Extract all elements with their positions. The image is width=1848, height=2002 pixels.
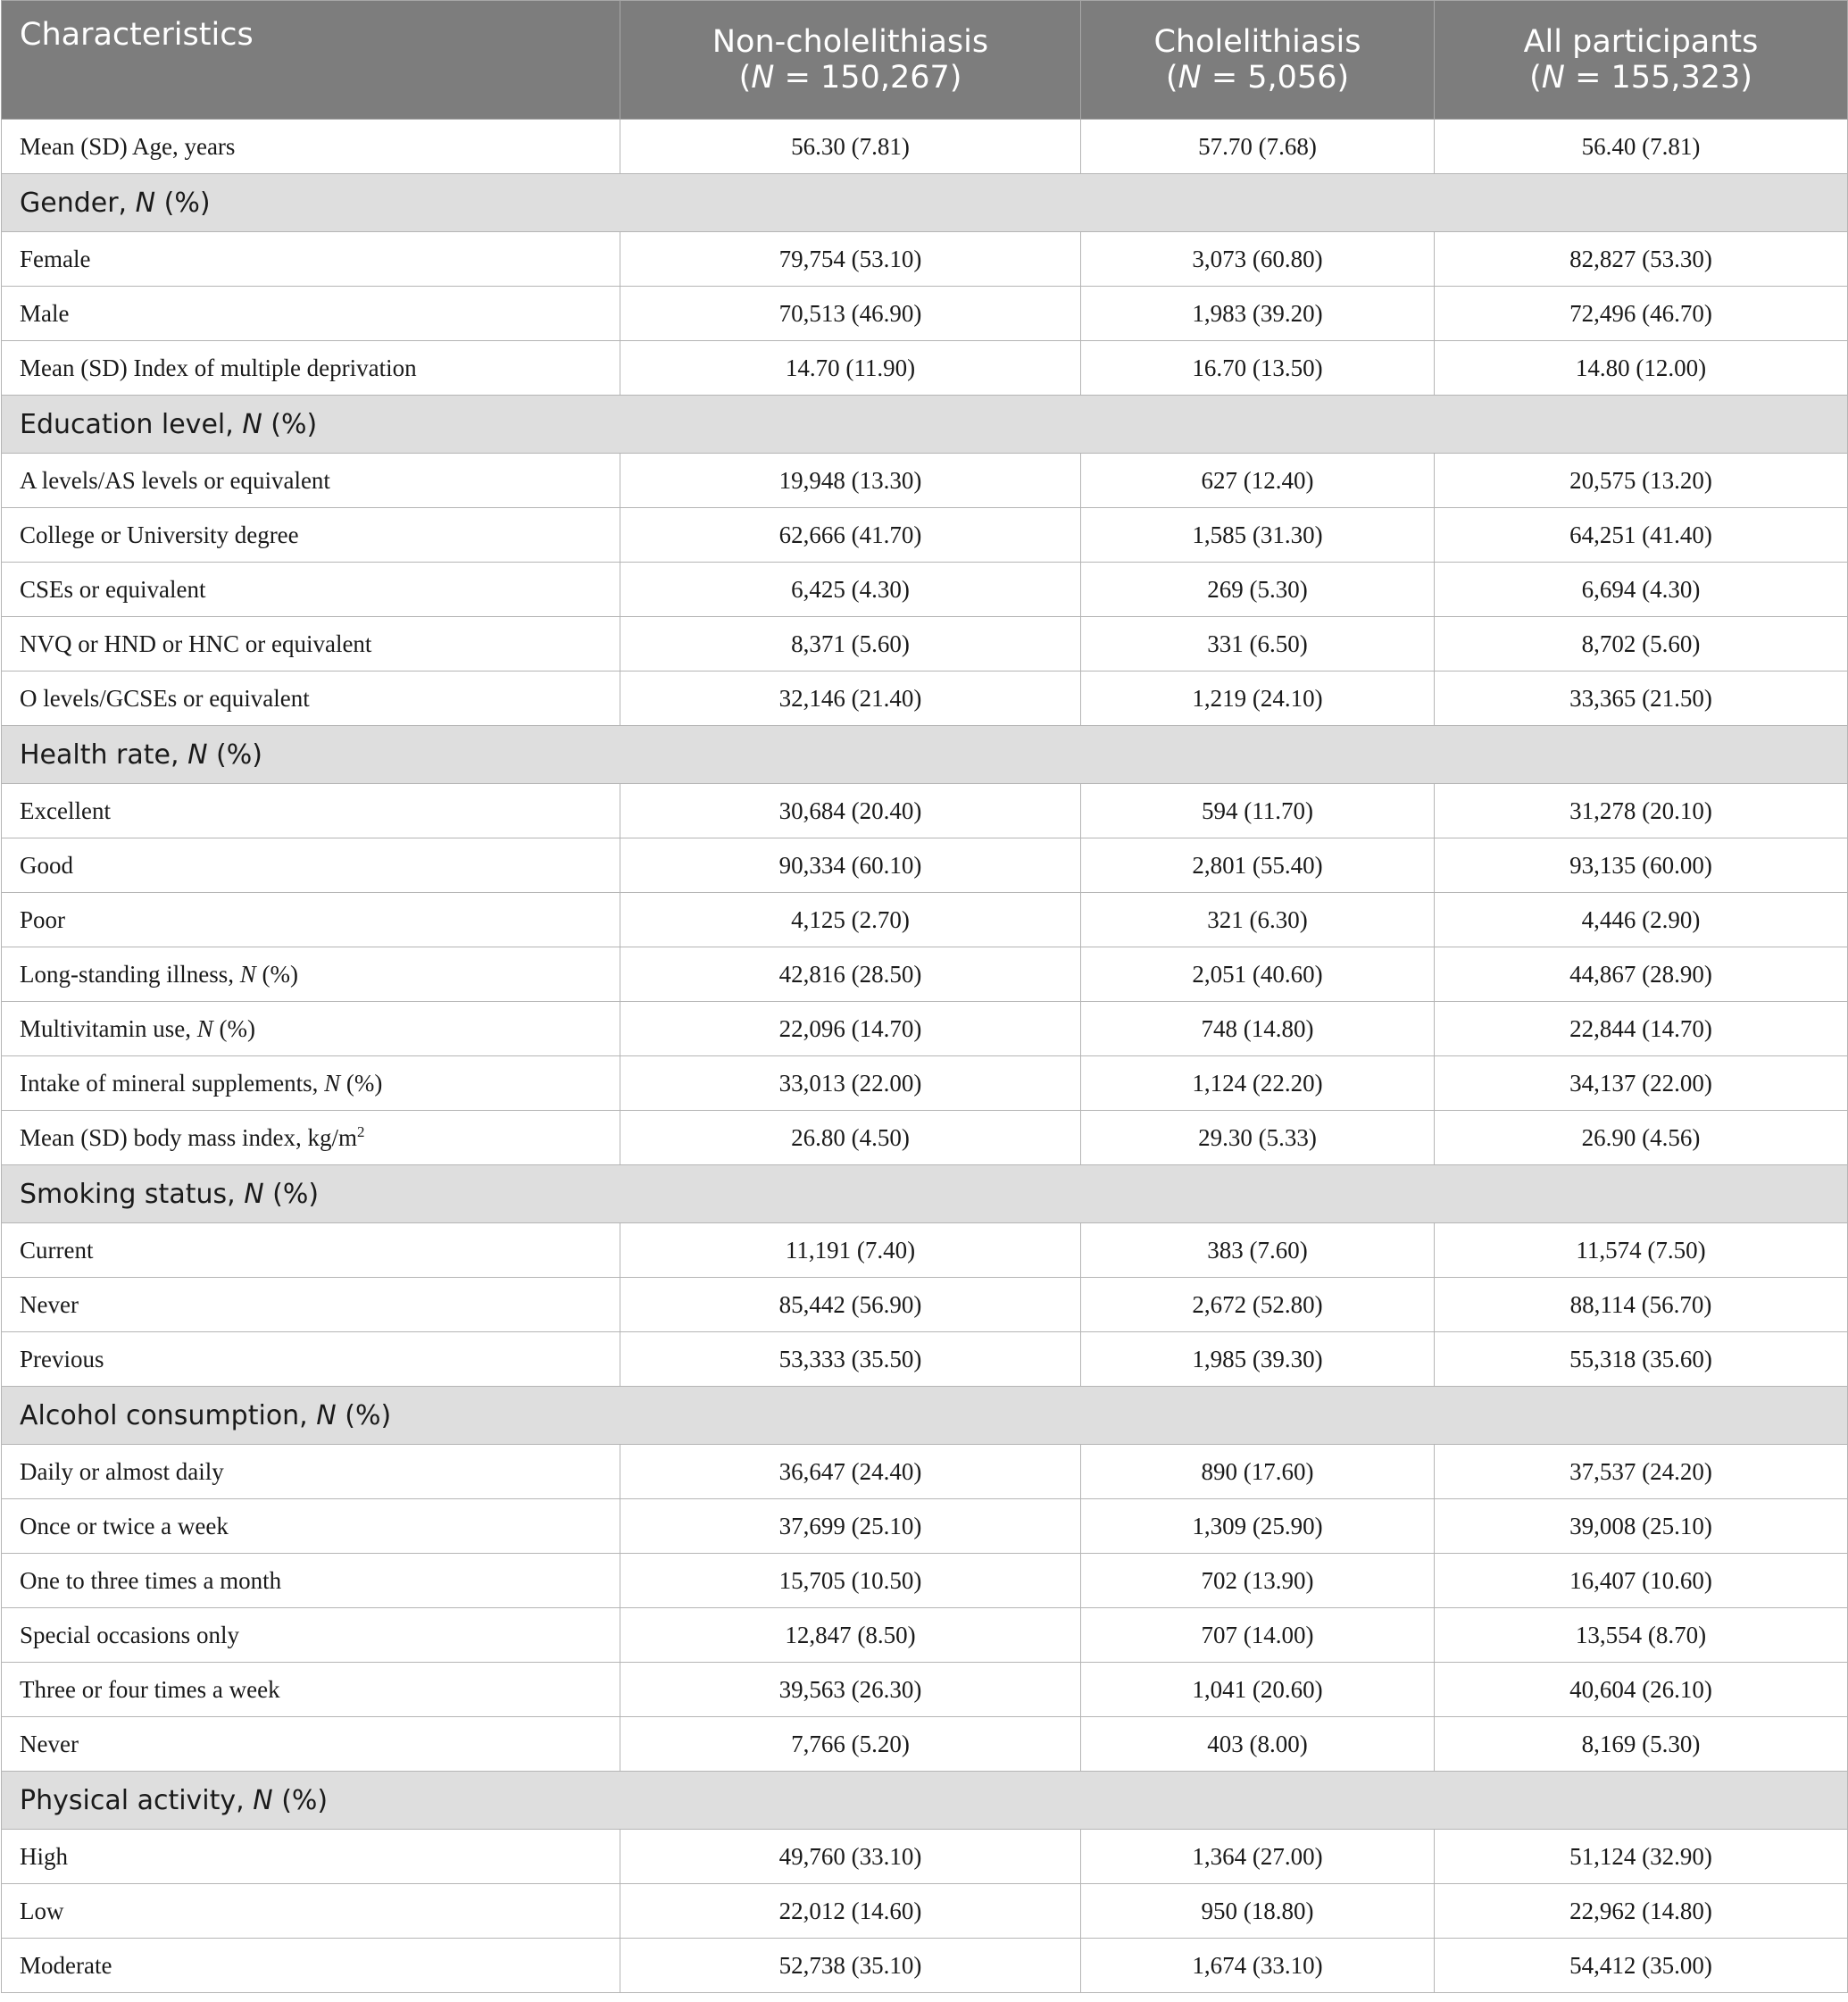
cholelithiasis-value: 269 (5.30)	[1081, 563, 1435, 617]
section-label: Alcohol consumption, N (%)	[2, 1387, 1848, 1445]
header-label: Characteristics	[20, 17, 254, 53]
row-label: One to three times a month	[2, 1554, 620, 1608]
table-row	[2, 1608, 1848, 1663]
row-label: Current	[2, 1223, 620, 1278]
non-cholelithiasis-value: 8,371 (5.60)	[620, 617, 1081, 672]
all-participants-value: 31,278 (20.10)	[1435, 784, 1848, 838]
non-cholelithiasis-value: 7,766 (5.20)	[620, 1717, 1081, 1772]
non-cholelithiasis-value: 14.70 (11.90)	[620, 341, 1081, 396]
non-cholelithiasis-value: 11,191 (7.40)	[620, 1223, 1081, 1278]
section-row	[2, 396, 1848, 454]
section-label: Gender, N (%)	[2, 174, 1848, 232]
all-participants-value: 37,537 (24.20)	[1435, 1445, 1848, 1499]
non-cholelithiasis-value: 70,513 (46.90)	[620, 287, 1081, 341]
table-body	[2, 120, 1848, 1993]
table-row	[2, 508, 1848, 563]
table-row	[2, 1445, 1848, 1499]
header-label: All participants	[1523, 24, 1759, 60]
table-row	[2, 232, 1848, 287]
all-participants-value: 72,496 (46.70)	[1435, 287, 1848, 341]
row-label: CSEs or equivalent	[2, 563, 620, 617]
row-label: Moderate	[2, 1939, 620, 1993]
all-participants-value: 8,702 (5.60)	[1435, 617, 1848, 672]
cholelithiasis-value: 1,309 (25.90)	[1081, 1499, 1435, 1554]
row-label: A levels/AS levels or equivalent	[2, 454, 620, 508]
all-participants-value: 56.40 (7.81)	[1435, 120, 1848, 174]
all-participants-value: 82,827 (53.30)	[1435, 232, 1848, 287]
non-cholelithiasis-value: 30,684 (20.40)	[620, 784, 1081, 838]
all-participants-value: 54,412 (35.00)	[1435, 1939, 1848, 1993]
section-label: Health rate, N (%)	[2, 726, 1848, 784]
cholelithiasis-value: 2,801 (55.40)	[1081, 838, 1435, 893]
cholelithiasis-value: 1,041 (20.60)	[1081, 1663, 1435, 1717]
table-row	[2, 1663, 1848, 1717]
cholelithiasis-value: 403 (8.00)	[1081, 1717, 1435, 1772]
cholelithiasis-value: 3,073 (60.80)	[1081, 232, 1435, 287]
non-cholelithiasis-value: 36,647 (24.40)	[620, 1445, 1081, 1499]
all-participants-value: 16,407 (10.60)	[1435, 1554, 1848, 1608]
cholelithiasis-value: 1,674 (33.10)	[1081, 1939, 1435, 1993]
characteristics-table	[1, 0, 1848, 1993]
cholelithiasis-value: 627 (12.40)	[1081, 454, 1435, 508]
cholelithiasis-value: 321 (6.30)	[1081, 893, 1435, 947]
table-row	[2, 120, 1848, 174]
row-label: NVQ or HND or HNC or equivalent	[2, 617, 620, 672]
header-n: (N = 150,267)	[738, 60, 962, 96]
non-cholelithiasis-value: 26.80 (4.50)	[620, 1111, 1081, 1165]
non-cholelithiasis-value: 6,425 (4.30)	[620, 563, 1081, 617]
table-row	[2, 1499, 1848, 1554]
all-participants-value: 40,604 (26.10)	[1435, 1663, 1848, 1717]
section-label: Physical activity, N (%)	[2, 1772, 1848, 1830]
all-participants-value: 88,114 (56.70)	[1435, 1278, 1848, 1332]
table-row	[2, 672, 1848, 726]
header-all-participants	[1435, 1, 1848, 120]
cholelithiasis-value: 1,983 (39.20)	[1081, 287, 1435, 341]
all-participants-value: 34,137 (22.00)	[1435, 1056, 1848, 1111]
non-cholelithiasis-value: 49,760 (33.10)	[620, 1830, 1081, 1884]
all-participants-value: 26.90 (4.56)	[1435, 1111, 1848, 1165]
all-participants-value: 6,694 (4.30)	[1435, 563, 1848, 617]
all-participants-value: 4,446 (2.90)	[1435, 893, 1848, 947]
section-label: Smoking status, N (%)	[2, 1165, 1848, 1223]
section-row	[2, 174, 1848, 232]
all-participants-value: 44,867 (28.90)	[1435, 947, 1848, 1002]
cholelithiasis-value: 702 (13.90)	[1081, 1554, 1435, 1608]
all-participants-value: 22,844 (14.70)	[1435, 1002, 1848, 1056]
header-cholelithiasis	[1081, 1, 1435, 120]
section-row	[2, 1387, 1848, 1445]
row-label: Never	[2, 1717, 620, 1772]
table-row	[2, 1830, 1848, 1884]
row-label: Male	[2, 287, 620, 341]
non-cholelithiasis-value: 85,442 (56.90)	[620, 1278, 1081, 1332]
cholelithiasis-value: 890 (17.60)	[1081, 1445, 1435, 1499]
non-cholelithiasis-value: 79,754 (53.10)	[620, 232, 1081, 287]
cholelithiasis-value: 748 (14.80)	[1081, 1002, 1435, 1056]
table-row	[2, 893, 1848, 947]
header-characteristics	[2, 1, 620, 120]
row-label: College or University degree	[2, 508, 620, 563]
table-row	[2, 1554, 1848, 1608]
cholelithiasis-value: 2,051 (40.60)	[1081, 947, 1435, 1002]
cholelithiasis-value: 2,672 (52.80)	[1081, 1278, 1435, 1332]
cholelithiasis-value: 1,124 (22.20)	[1081, 1056, 1435, 1111]
non-cholelithiasis-value: 42,816 (28.50)	[620, 947, 1081, 1002]
row-label: Mean (SD) body mass index, $kg/m^2$	[2, 1111, 620, 1165]
table-row	[2, 1223, 1848, 1278]
row-label: Three or four times a week	[2, 1663, 620, 1717]
all-participants-value: 39,008 (25.10)	[1435, 1499, 1848, 1554]
non-cholelithiasis-value: 37,699 (25.10)	[620, 1499, 1081, 1554]
table-row	[2, 563, 1848, 617]
row-label: Low	[2, 1884, 620, 1939]
cholelithiasis-value: 16.70 (13.50)	[1081, 341, 1435, 396]
non-cholelithiasis-value: 53,333 (35.50)	[620, 1332, 1081, 1387]
row-label: Special occasions only	[2, 1608, 620, 1663]
cholelithiasis-value: 383 (7.60)	[1081, 1223, 1435, 1278]
section-label: Education level, N (%)	[2, 396, 1848, 454]
table-row	[2, 617, 1848, 672]
non-cholelithiasis-value: 15,705 (10.50)	[620, 1554, 1081, 1608]
cholelithiasis-value: 29.30 (5.33)	[1081, 1111, 1435, 1165]
table-row	[2, 947, 1848, 1002]
all-participants-value: 14.80 (12.00)	[1435, 341, 1848, 396]
non-cholelithiasis-value: 33,013 (22.00)	[620, 1056, 1081, 1111]
row-label: Intake of mineral supplements, N (%)	[2, 1056, 620, 1111]
cholelithiasis-value: 1,364 (27.00)	[1081, 1830, 1435, 1884]
non-cholelithiasis-value: 12,847 (8.50)	[620, 1608, 1081, 1663]
non-cholelithiasis-value: 4,125 (2.70)	[620, 893, 1081, 947]
cholelithiasis-value: 331 (6.50)	[1081, 617, 1435, 672]
table-row	[2, 1278, 1848, 1332]
cholelithiasis-value: 57.70 (7.68)	[1081, 120, 1435, 174]
all-participants-value: 93,135 (60.00)	[1435, 838, 1848, 893]
row-label: Once or twice a week	[2, 1499, 620, 1554]
cholelithiasis-value: 950 (18.80)	[1081, 1884, 1435, 1939]
non-cholelithiasis-value: 90,334 (60.10)	[620, 838, 1081, 893]
header-label: Non-cholelithiasis	[712, 24, 989, 60]
table-row	[2, 1884, 1848, 1939]
table-row	[2, 784, 1848, 838]
non-cholelithiasis-value: 56.30 (7.81)	[620, 120, 1081, 174]
all-participants-value: 51,124 (32.90)	[1435, 1830, 1848, 1884]
all-participants-value: 20,575 (13.20)	[1435, 454, 1848, 508]
cholelithiasis-value: 707 (14.00)	[1081, 1608, 1435, 1663]
table-row	[2, 454, 1848, 508]
non-cholelithiasis-value: 22,096 (14.70)	[620, 1002, 1081, 1056]
table-row	[2, 1332, 1848, 1387]
all-participants-value: 64,251 (41.40)	[1435, 508, 1848, 563]
row-label: Excellent	[2, 784, 620, 838]
all-participants-value: 13,554 (8.70)	[1435, 1608, 1848, 1663]
non-cholelithiasis-value: 39,563 (26.30)	[620, 1663, 1081, 1717]
section-row	[2, 1772, 1848, 1830]
non-cholelithiasis-value: 52,738 (35.10)	[620, 1939, 1081, 1993]
row-label: Mean (SD) Age, years	[2, 120, 620, 174]
header-label: Cholelithiasis	[1153, 24, 1361, 60]
row-label: Multivitamin use, N (%)	[2, 1002, 620, 1056]
table-row	[2, 1939, 1848, 1993]
table-row	[2, 1056, 1848, 1111]
table-row	[2, 1717, 1848, 1772]
row-label: High	[2, 1830, 620, 1884]
header-row	[2, 1, 1848, 120]
header-n: (N = 155,323)	[1529, 60, 1752, 96]
row-label: Good	[2, 838, 620, 893]
all-participants-value: 8,169 (5.30)	[1435, 1717, 1848, 1772]
non-cholelithiasis-value: 62,666 (41.70)	[620, 508, 1081, 563]
section-row	[2, 1165, 1848, 1223]
cholelithiasis-value: 1,219 (24.10)	[1081, 672, 1435, 726]
row-label: Poor	[2, 893, 620, 947]
header-n: (N = 5,056)	[1165, 60, 1350, 96]
cholelithiasis-value: 1,985 (39.30)	[1081, 1332, 1435, 1387]
cholelithiasis-value: 594 (11.70)	[1081, 784, 1435, 838]
row-label: O levels/GCSEs or equivalent	[2, 672, 620, 726]
row-label: Previous	[2, 1332, 620, 1387]
row-label: Daily or almost daily	[2, 1445, 620, 1499]
row-label: Mean (SD) Index of multiple deprivation	[2, 341, 620, 396]
section-row	[2, 726, 1848, 784]
non-cholelithiasis-value: 22,012 (14.60)	[620, 1884, 1081, 1939]
table-row	[2, 1002, 1848, 1056]
non-cholelithiasis-value: 32,146 (21.40)	[620, 672, 1081, 726]
cholelithiasis-value: 1,585 (31.30)	[1081, 508, 1435, 563]
row-label: Long-standing illness, N (%)	[2, 947, 620, 1002]
header-non-cholelithiasis	[620, 1, 1081, 120]
all-participants-value: 33,365 (21.50)	[1435, 672, 1848, 726]
row-label: Female	[2, 232, 620, 287]
row-label: Never	[2, 1278, 620, 1332]
all-participants-value: 11,574 (7.50)	[1435, 1223, 1848, 1278]
table-row	[2, 341, 1848, 396]
table-row	[2, 287, 1848, 341]
table-row	[2, 1111, 1848, 1165]
all-participants-value: 55,318 (35.60)	[1435, 1332, 1848, 1387]
table-row	[2, 838, 1848, 893]
all-participants-value: 22,962 (14.80)	[1435, 1884, 1848, 1939]
non-cholelithiasis-value: 19,948 (13.30)	[620, 454, 1081, 508]
